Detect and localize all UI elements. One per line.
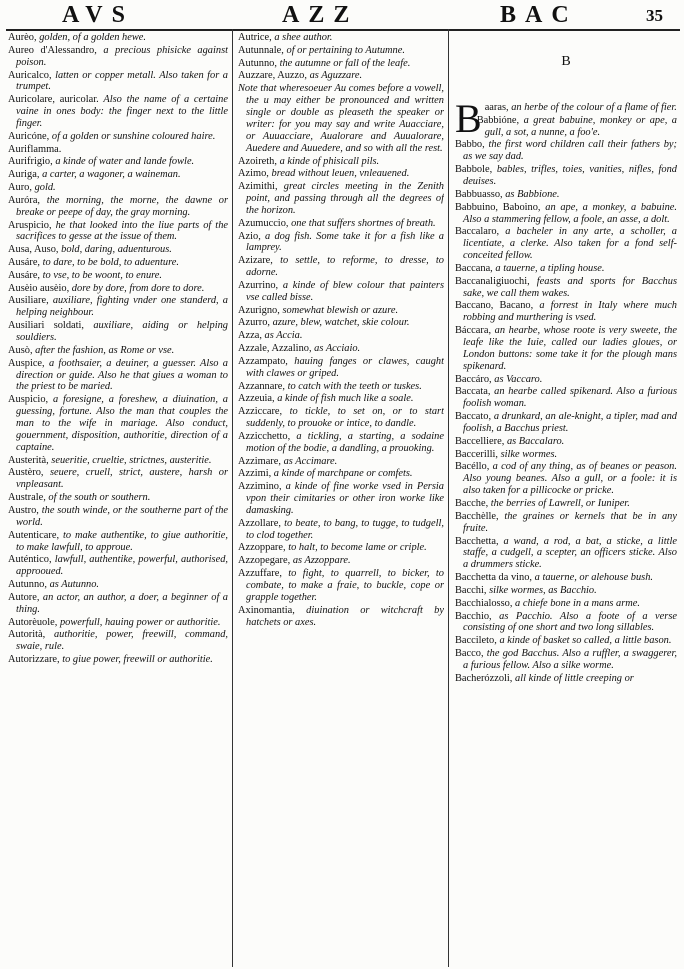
headword: Baccata,: [455, 386, 491, 398]
dictionary-entry: [238, 156, 444, 168]
definition: the first word children call their fathers by; as we say dad.: [463, 139, 677, 163]
headword: Bacco,: [455, 648, 484, 660]
headword: Autorità,: [8, 629, 46, 641]
dictionary-entry: [238, 381, 444, 393]
headword: Australe,: [8, 492, 46, 504]
definition: authoritie, power, freewill, command, swaie, rule.: [16, 629, 228, 653]
definition: as Autunno.: [49, 579, 100, 591]
definition: an hearbe called spikenard. Also a furious foolish woman.: [463, 386, 677, 410]
dictionary-entry: [455, 300, 677, 324]
definition: he that looked into the liue parts of the sacrifices to gesse at the issue of them.: [16, 219, 228, 243]
definition: as Pacchio. Also a foote of a verse consisting of one short and two long sillables.: [463, 610, 677, 634]
dictionary-entry: [238, 218, 444, 230]
definition: seuere, cruell, strict, austere, harsh or vnpleasant.: [16, 467, 228, 491]
headword: Baccano, Bacano,: [455, 300, 534, 312]
headword: Autrice,: [238, 32, 272, 43]
dictionary-entry: [455, 374, 677, 386]
dictionary-entry: [8, 45, 228, 69]
headword: Azurro,: [238, 317, 271, 329]
dictionary-entry: [8, 467, 228, 491]
headword: Azzoppare,: [238, 542, 286, 554]
column-divider: [448, 29, 449, 967]
headword: aaras,: [484, 101, 509, 113]
headword: Autunno,: [8, 579, 47, 591]
header-right: BAC: [500, 2, 578, 28]
dictionary-entry: [455, 189, 677, 201]
headword: Auróra,: [8, 194, 41, 206]
headword: Azzampato,: [238, 355, 288, 367]
dictionary-entry: [238, 468, 444, 480]
definition: to settle, to reforme, to dresse, to adorne.: [246, 255, 444, 279]
dictionary-entry: [455, 611, 677, 635]
definition: to dare, to be bold, to aduenture.: [42, 257, 179, 268]
dictionary-entry: [238, 45, 444, 57]
definition: to tickle, to set on, or to start suddenly, to prouoke or intice, to dandle.: [246, 406, 444, 430]
dictionary-entry: [8, 295, 228, 319]
definition: the autumne or fall of the leafe.: [279, 57, 411, 69]
dictionary-entry: [8, 169, 228, 181]
dictionary-entry: [455, 648, 677, 672]
column-divider: [232, 29, 233, 967]
headword: Auspicio,: [8, 394, 49, 406]
headword: Aurifrigio,: [8, 156, 53, 168]
dictionary-entry: [238, 83, 444, 154]
headword: Bacchetta da vino,: [455, 572, 533, 584]
dictionary-entry: [238, 393, 444, 405]
dictionary-entry: [8, 320, 228, 344]
headword: Baccalaro,: [455, 226, 500, 238]
dictionary-entry: [455, 585, 677, 597]
definition: latten or copper metall. Also taken for a trumpet.: [16, 69, 228, 93]
headword: Azio,: [238, 230, 261, 242]
headword: Baccelliere,: [455, 435, 505, 447]
headword: Azzimino,: [238, 481, 282, 493]
definition: hauing fanges or clawes, caught with clawes or griped.: [246, 355, 444, 379]
definition: a foothsaier, a deuiner, a guesser. Also a direction or guide. Also he that giues a woman to the priest to be maried.: [16, 357, 228, 393]
headword: Ausáre,: [8, 257, 41, 268]
dictionary-entry: [455, 202, 677, 226]
dictionary-entry: [455, 139, 677, 163]
definition: a precious phisicke against poison.: [16, 44, 228, 68]
column-2: [238, 32, 444, 967]
definition: dore by dore, from dore to dore.: [71, 282, 205, 294]
headword: Baccáro,: [455, 373, 492, 385]
dictionary-entry: [455, 164, 677, 188]
definition: somewhat blewish or azure.: [282, 304, 399, 316]
headword: Aruspicio,: [8, 219, 52, 231]
definition: seueritie, crueltie, strictnes, austeritie.: [51, 454, 212, 466]
dictionary-entry: [238, 456, 444, 468]
dictionary-entry: [8, 394, 228, 454]
headword: Baccileto,: [455, 635, 497, 647]
header-middle: AZZ: [282, 2, 359, 28]
headword: Azzimare,: [238, 455, 281, 467]
headword: Babbuasso,: [455, 188, 503, 200]
dictionary-entry: [238, 343, 444, 355]
headword: Baccerilli,: [455, 448, 498, 460]
definition: as Accimare.: [283, 455, 338, 467]
definition: to catch with the teeth or tuskes.: [287, 380, 422, 392]
definition: the morning, the morne, the dawne or breake or peepe of day, the gray morning.: [16, 194, 228, 218]
definition: as Acciaio.: [314, 343, 361, 355]
definition: a bacheler in any arte, a scholler, a licentiate, a clerke. Also taken for a fond self-conceited fellow.: [463, 226, 677, 262]
dictionary-entry: [8, 579, 228, 591]
dictionary-entry: [8, 592, 228, 616]
definition: a tauerne, or alehouse bush.: [534, 572, 653, 584]
headword: Austro,: [8, 504, 39, 516]
definition: a tickling, a starting, a sodaine motion of the bodie, a dandling, a prouoking.: [246, 430, 444, 454]
definition: a foresigne, a foreshew, a diuination, a guessing, fortune. Also the man that couples the man to the wife in mariage. Also conduct, gouernment, disposition, authoritie, direction of a captaine.: [16, 394, 228, 453]
definition: an hearbe, whose roote is very sweete, the leafe like the Iuie, called our ladies gloues, or London buttons: some take it for the plough mans spikenard.: [463, 325, 677, 372]
dictionary-entry: [238, 181, 444, 217]
headword: Auricolare, auricolar.: [8, 94, 99, 106]
headword: Autunno,: [238, 57, 277, 69]
definition: a dog fish. Some take it for a fish like a lamprey.: [246, 230, 444, 254]
definition: the god Bacchus. Also a ruffler, a swaggerer, a furious fellow. Also a silke worme.: [463, 648, 677, 671]
dictionary-entry: [8, 505, 228, 529]
dictionary-entry: [238, 518, 444, 542]
headword: Baccana,: [455, 262, 493, 274]
page-number: 35: [646, 6, 663, 25]
headword: Autorizzare,: [8, 654, 60, 666]
definition: as Aguzzare.: [309, 70, 363, 82]
dictionary-entry: [455, 115, 677, 139]
headword: Babbo,: [455, 139, 485, 151]
definition: a carter, a wagoner, a waineman.: [42, 169, 181, 181]
headword: Azzeuia,: [238, 393, 275, 405]
dictionary-entry: [8, 94, 228, 130]
dictionary-entry: [238, 58, 444, 70]
headword: Azimithi,: [238, 181, 278, 193]
headword: Azizare,: [238, 255, 273, 267]
definition: to make authentike, to giue authoritie, to make lawfull, to approue.: [16, 529, 228, 553]
dictionary-entry: [238, 317, 444, 329]
dictionary-entry: [8, 283, 228, 295]
headword: Azurigno,: [238, 304, 280, 316]
definition: a tauerne, a tipling house.: [495, 262, 605, 274]
dictionary-entry: [238, 280, 444, 304]
headword: Auro,: [8, 182, 32, 193]
definition: a kinde of fish much like a soale.: [277, 393, 414, 405]
dictionary-entry: [238, 305, 444, 317]
definition: silke wormes, as Bacchio.: [489, 584, 597, 596]
definition: one that suffers shortnes of breath.: [291, 217, 436, 229]
running-header: [0, 2, 684, 28]
dictionary-entry: [238, 168, 444, 180]
dictionary-entry: [8, 195, 228, 219]
headword: Auricóne,: [8, 130, 50, 142]
dictionary-entry: [8, 358, 228, 394]
headword: Autorèuole,: [8, 616, 58, 628]
headword: Bacche,: [455, 498, 489, 510]
definition: powerfull, hauing power or authoritie.: [59, 616, 221, 628]
dictionary-entry: [8, 144, 228, 156]
definition: diuination or witchcraft by hatchets or axes.: [246, 604, 444, 628]
headword: Ausèio ausèio,: [8, 282, 70, 294]
definition: of or pertaining to Autumne.: [286, 44, 405, 56]
headword: Auzzare, Auzzo,: [238, 70, 307, 82]
dictionary-entry: [455, 449, 677, 461]
headword: Ausa, Auso,: [8, 244, 59, 256]
definition: a kinde of phisicall pils.: [279, 155, 380, 167]
headword: Azzimi,: [238, 468, 272, 480]
definition: all kinde of little creeping or: [515, 672, 634, 684]
definition: a chiefe bone in a mans arme.: [515, 597, 640, 609]
definition: as Vaccaro.: [494, 373, 543, 385]
headword: Baccanaligiuochi,: [455, 275, 530, 287]
headword: Azurrino,: [238, 279, 279, 291]
headword: Axinomantia,: [238, 604, 295, 616]
definition: to giue power, freewill or authoritie.: [62, 654, 213, 666]
definition: bables, trifles, toies, vanities, nifles, fond deuises.: [463, 164, 677, 188]
headword: Azza,: [238, 330, 262, 342]
definition: lawfull, authentike, powerful, authorised, approoued.: [16, 554, 228, 578]
definition: a shee author.: [274, 32, 333, 43]
headword: Babbióne,: [476, 114, 520, 126]
headword: Ausiliari soldati,: [8, 320, 84, 332]
dictionary-entry: [455, 536, 677, 572]
definition: to vse, to be woont, to enure.: [42, 269, 163, 281]
headword: Aurèo,: [8, 32, 37, 43]
headword: Austèro,: [8, 467, 44, 479]
definition: feasts and sports for Bacchus sake, we call them wakes.: [463, 275, 677, 299]
definition: great circles meeting in the Zenith point, and passing through all the degrees of the horizon.: [246, 181, 444, 216]
headword: Bacchio,: [455, 610, 492, 622]
dictionary-entry: [8, 345, 228, 357]
definition: azure, blew, watchet, skie colour.: [272, 317, 410, 329]
column-1: [8, 32, 228, 967]
headword: Ausò,: [8, 344, 33, 356]
dictionary-entry: [8, 131, 228, 143]
dictionary-entry: [238, 555, 444, 567]
definition: an herbe of the colour of a flame of fier.: [511, 101, 677, 113]
definition: a wand, a rod, a bat, a sticke, a little staffe, a cudgell, a scepter, an officers sticke. Also a drummers sticke.: [463, 535, 677, 571]
definition: after the fashion, as Rome or vse.: [35, 344, 175, 356]
headword: Auricalco,: [8, 69, 52, 81]
dictionary-entry: [8, 617, 228, 629]
definition: to fight, to quarrell, to bicker, to combate, to make a fraie, to buckle, cope or grapple together.: [246, 568, 444, 603]
dictionary-entry: [238, 70, 444, 82]
headword: Babbole,: [455, 164, 493, 176]
definition: silke wormes.: [500, 448, 558, 460]
dictionary-entry: [455, 498, 677, 510]
headword: Ausáre,: [8, 269, 41, 281]
definition: as Azzoppare.: [292, 555, 351, 567]
headword: Auspice,: [8, 357, 45, 369]
definition: of a golden or sunshine coloured haire.: [51, 130, 216, 142]
definition: as Accia.: [264, 330, 303, 342]
headword: Bacherózzoli,: [455, 672, 513, 684]
headword: Azzopegare,: [238, 555, 291, 567]
dictionary-entry: [455, 673, 677, 685]
definition: the south winde, or the southerne part of the world.: [16, 504, 228, 528]
dictionary-entry: [455, 263, 677, 275]
dictionary-entry: [8, 182, 228, 194]
headword: Baccato,: [455, 411, 492, 423]
headword: Azzollare,: [238, 517, 281, 529]
dictionary-entry: [8, 32, 228, 44]
headword: Autunnale,: [238, 44, 284, 56]
dictionary-entry: [238, 406, 444, 430]
headword: Azimo,: [238, 168, 269, 180]
dictionary-entry: [455, 436, 677, 448]
dictionary-entry: [8, 492, 228, 504]
dictionary-entry: [455, 461, 677, 497]
headword: Bacchi,: [455, 584, 487, 596]
definition: an ape, a monkey, a babuine. Also a stammering fellow, a foole, an asse, a dolt.: [463, 201, 677, 225]
drop-cap: B: [455, 95, 482, 141]
headword: Azziccare,: [238, 406, 283, 418]
column-3: [455, 32, 677, 967]
definition: a forrest in Italy where much robbing and murthering is vsed.: [463, 300, 677, 324]
dictionary-entry: [8, 244, 228, 256]
definition: Note that wheresoeuer Au comes before a vowell, the u may either be pronounced and written single or double as pleaseth the speaker or writer: for you may say and write Auacciare, or Auuacciare, Aualorare and Auualorare, Auedere and Auuedere, and so with all the rest.: [238, 83, 444, 154]
header-rule: [6, 29, 680, 31]
definition: a kinde of fine worke vsed in Persia vpon their cimitaries or other iron worke like damasking.: [246, 481, 444, 516]
definition: a great babuine, monkey or ape, a gull, a sot, a nunne, a foo'e.: [484, 114, 677, 138]
section-letter: B: [561, 54, 571, 69]
headword: Bacéllo,: [455, 461, 490, 473]
definition: as Babbione.: [505, 188, 560, 200]
definition: auxiliare, fighting vnder one standerd, a helping neighbour.: [16, 295, 228, 319]
headword: Azzicchetto,: [238, 430, 291, 442]
headword: Aureo d'Alessandro,: [8, 44, 97, 56]
dictionary-entry: [238, 255, 444, 279]
headword: Azoireth,: [238, 155, 277, 167]
definition: golden, of a golden hewe.: [39, 32, 146, 43]
definition: to beate, to bang, to tugge, to tudgell, to clod together.: [246, 517, 444, 541]
headword: Autenticare,: [8, 529, 60, 541]
dictionary-entry: [8, 220, 228, 244]
headword: Auriga,: [8, 169, 40, 181]
headword: Azzannare,: [238, 380, 286, 392]
definition: a kinde of basket so called, a little bason.: [499, 635, 672, 647]
dictionary-entry: [8, 629, 228, 653]
definition: a drunkard, an ale-knight, a tipler, mad and foolish, a Bacchus priest.: [463, 411, 677, 435]
dictionary-entry: [8, 654, 228, 666]
dictionary-entry: [8, 257, 228, 269]
definition: auxiliare, aiding or helping souldiers.: [16, 320, 228, 343]
headword: Azumuccio,: [238, 217, 289, 229]
dictionary-entry: [8, 270, 228, 282]
dictionary-entry: [455, 572, 677, 584]
definition: the graines or kernels that be in any fruite.: [463, 510, 677, 534]
header-left: AVS: [62, 2, 134, 28]
dictionary-entry: [455, 511, 677, 535]
dictionary-entry: [238, 568, 444, 604]
definition: to halt, to become lame or criple.: [288, 542, 427, 554]
dictionary-entry: [238, 356, 444, 380]
definition: of the south or southern.: [48, 492, 151, 504]
headword: Auténtico,: [8, 554, 52, 566]
definition: a cod of any thing, as of beanes or peason. Also young beanes. Also a gull, or a foole: it is also taken for a pillicocke or pricke.: [463, 461, 677, 497]
dictionary-entry: [8, 554, 228, 578]
headword: Bacchetta,: [455, 535, 499, 547]
headword: Babbuino, Baboino,: [455, 201, 541, 213]
headword: Bacchèlle,: [455, 510, 499, 522]
definition: gold.: [34, 182, 56, 193]
definition: a kinde of blew colour that painters vse called bisse.: [246, 279, 444, 303]
headword: Autore,: [8, 591, 40, 603]
dictionary-entry: [8, 70, 228, 94]
dictionary-entry: [455, 276, 677, 300]
headword: Azzale, Azzalino,: [238, 343, 312, 355]
headword: Ausiliare,: [8, 295, 49, 307]
definition: as Baccalaro.: [506, 435, 565, 447]
definition: Also the name of a certaine vaine in ones body: the finger next to the little finger.: [16, 94, 228, 130]
definition: bread without leuen, vnleauened.: [271, 168, 410, 180]
dictionary-entry: [238, 431, 444, 455]
dictionary-entry: [238, 605, 444, 629]
definition: an actor, an author, a doer, a beginner of a thing.: [16, 591, 228, 615]
dictionary-entry: [455, 635, 677, 647]
definition: the berries of Lawrell, or Iuniper.: [490, 498, 630, 510]
headword: Bacchialosso,: [455, 597, 513, 609]
headword: Báccara,: [455, 325, 492, 337]
definition: a kinde of marchpane or comfets.: [273, 468, 413, 480]
dictionary-entry: [8, 455, 228, 467]
dictionary-entry: [455, 325, 677, 373]
dictionary-entry: [455, 598, 677, 610]
headword: Austerità,: [8, 454, 49, 466]
dictionary-entry: [238, 542, 444, 554]
dictionary-entry: [238, 231, 444, 255]
headword: Azzuffare,: [238, 568, 282, 580]
dictionary-entry: [455, 386, 677, 410]
dictionary-entry: [8, 530, 228, 554]
definition: bold, daring, aduenturous.: [61, 244, 172, 256]
dictionary-entry: [238, 32, 444, 44]
definition: a kinde of water and lande fowle.: [55, 156, 195, 168]
dictionary-entry: [238, 481, 444, 517]
dictionary-entry: [238, 330, 444, 342]
dictionary-entry: [455, 411, 677, 435]
headword: Auriflamma.: [8, 143, 62, 155]
dictionary-entry: [8, 156, 228, 168]
dictionary-entry: [455, 226, 677, 262]
